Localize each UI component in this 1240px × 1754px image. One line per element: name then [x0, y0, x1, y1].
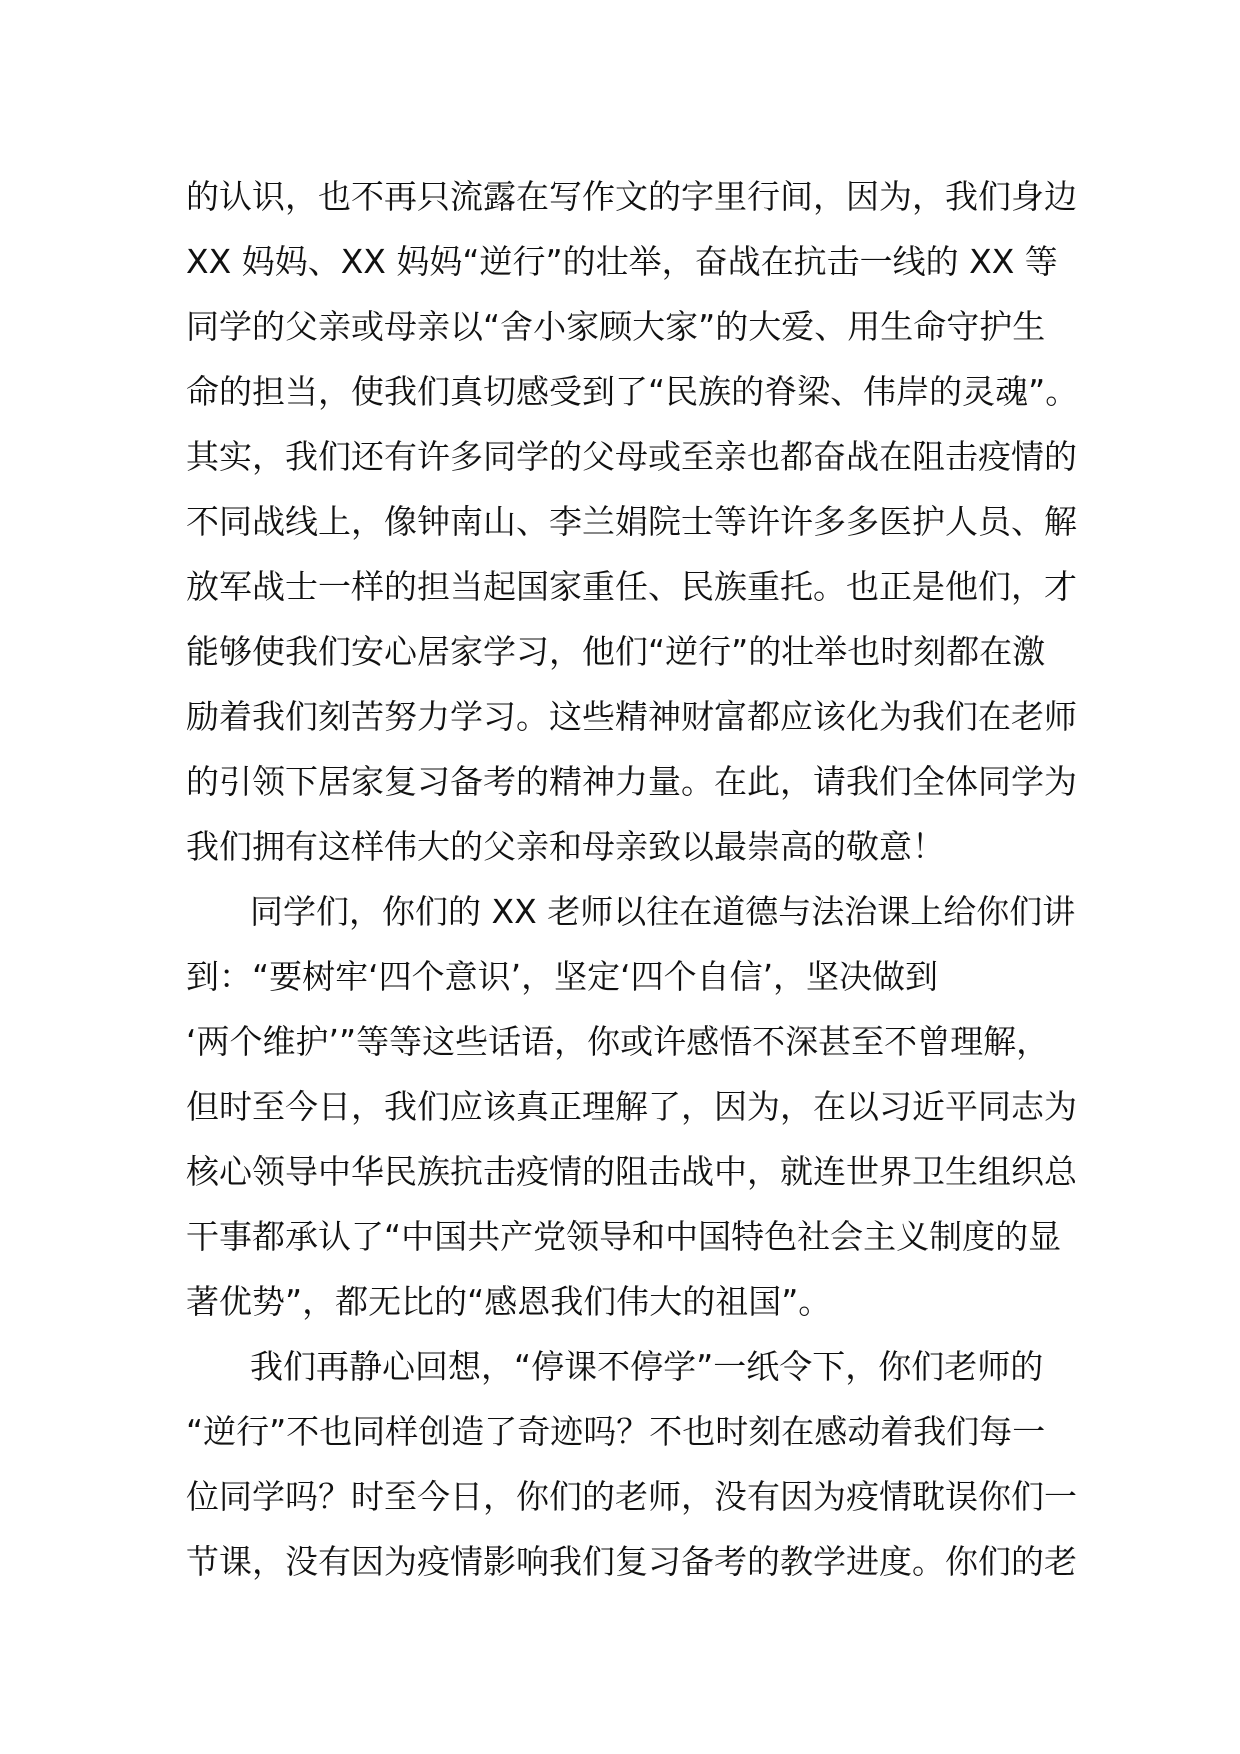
text-line: 不同战线上，像钟南山、李兰娟院士等许许多多医护人员、解 [186, 502, 1077, 541]
text-line: 到：“要树牢‘四个意识’，坚定‘四个自信’，坚决做到 [186, 957, 939, 996]
text-line: 位同学吗？时至今日，你们的老师，没有因为疫情耽误你们一 [186, 1477, 1077, 1516]
text-line: 的引领下居家复习备考的精神力量。在此，请我们全体同学为 [186, 762, 1077, 801]
document-body [186, 164, 1106, 1594]
text-line: 同学的父亲或母亲以“舍小家顾大家”的大爱、用生命守护生 [186, 307, 1046, 346]
text-line: 励着我们刻苦努力学习。这些精神财富都应该化为我们在老师 [186, 697, 1077, 736]
text-line: 我们再静心回想，“停课不停学”一纸令下，你们老师的 [250, 1347, 1044, 1386]
text-line: 节课，没有因为疫情影响我们复习备考的教学进度。你们的老 [186, 1542, 1077, 1581]
text-line: “逆行”不也同样创造了奇迹吗？不也时刻在感动着我们每一 [186, 1412, 1046, 1451]
text-line: 同学们，你们的 XX 老师以往在道德与法治课上给你们讲 [250, 892, 1076, 931]
text-line: 其实，我们还有许多同学的父母或至亲也都奋战在阻击疫情的 [186, 437, 1077, 476]
text-line: 但时至今日，我们应该真正理解了，因为，在以习近平同志为 [186, 1087, 1077, 1126]
text-line: 我们拥有这样伟大的父亲和母亲致以最崇高的敬意！ [186, 827, 945, 866]
text-line: 干事都承认了“中国共产党领导和中国特色社会主义制度的显 [186, 1217, 1062, 1256]
text-line: 命的担当，使我们真切感受到了“民族的脊梁、伟岸的灵魂”。 [186, 372, 1079, 411]
text-line: XX 妈妈、XX 妈妈“逆行”的壮举，奋战在抗击一线的 XX 等 [186, 242, 1058, 281]
text-line: 著优势”，都无比的“感恩我们伟大的祖国”。 [186, 1282, 832, 1321]
text-line: 核心领导中华民族抗击疫情的阻击战中，就连世界卫生组织总 [186, 1152, 1077, 1191]
text-line: 能够使我们安心居家学习，他们“逆行”的壮举也时刻都在激 [186, 632, 1046, 671]
text-line: 放军战士一样的担当起国家重任、民族重托。也正是他们，才 [186, 567, 1077, 606]
text-line: 的认识，也不再只流露在写作文的字里行间，因为，我们身边 [186, 177, 1077, 216]
text-line: ‘两个维护’”等等这些话语，你或许感悟不深甚至不曾理解， [186, 1022, 1050, 1061]
